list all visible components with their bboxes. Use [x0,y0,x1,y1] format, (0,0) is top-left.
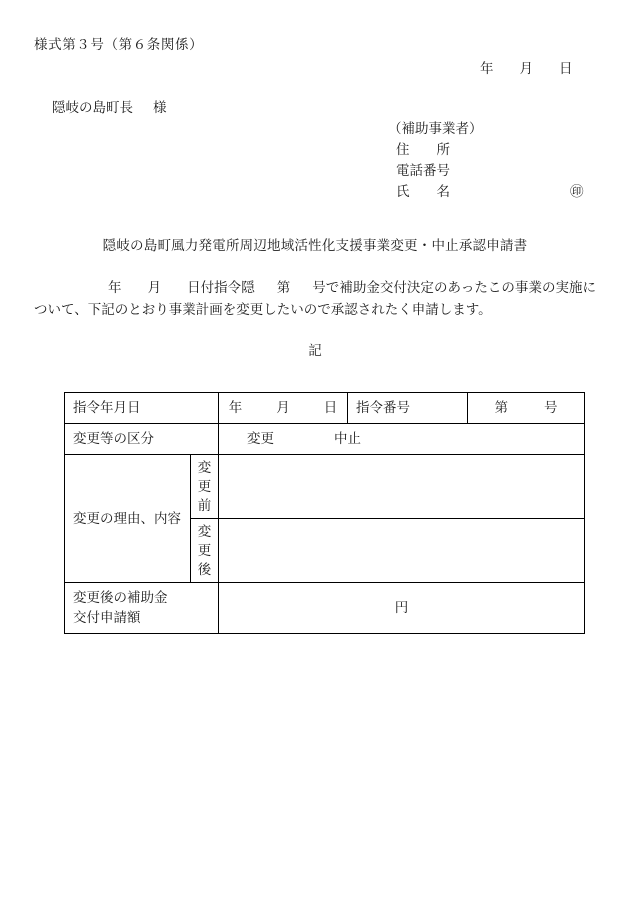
body-number-suffix: 号で補助金交付決定のあったこの事業の実施 [312,280,583,295]
applicant-phone-label: 電話番号 [396,163,450,178]
vertical-before-label [191,455,218,518]
vertical-after-char2: 更 [197,543,212,558]
vertical-before-char1: 変 [197,460,212,475]
cell-order-number-label [348,393,468,424]
before-value [219,482,584,492]
table-row-order-date [65,393,585,424]
order-number-value [468,393,584,423]
body-day-order: 日付指令隠 [187,280,255,295]
addressee [52,96,167,116]
cell-reason-label [65,455,191,583]
applicant-address-label: 住 所 [396,142,450,157]
header-date-line [480,57,573,77]
cell-category-options[interactable] [219,424,585,455]
order-number-prefix: 第 [494,400,508,415]
vertical-before-char2: 更 [197,479,212,494]
vertical-after-label [191,519,218,582]
applicant-name-label [388,181,584,202]
body-number-prefix: 第 [276,280,291,295]
header-date-year: 年 [480,61,494,76]
ki-mark: 記 [308,343,322,358]
addressee-name: 隠岐の島町長 [52,100,133,115]
body-year: 年 [108,280,122,295]
form-number: 様式第３号（第６条関係） [34,37,204,52]
category-label: 変更等の区分 [73,431,154,446]
applicant-name-label-text: 氏 名 [396,184,450,199]
cell-order-number-value[interactable] [468,393,585,424]
cell-after-value[interactable] [219,519,585,583]
vertical-after-char1: 変 [197,524,212,539]
order-date-label: 指令年月日 [73,400,141,415]
order-date-year: 年 [228,400,243,415]
cell-amount-label [65,583,219,634]
application-table [64,392,585,634]
vertical-after-char3: 後 [197,562,212,577]
amount-label-line1: 変更後の補助金 [73,590,168,605]
body-line2: について、下記のとおり事業計画を変更したいので承認されたく申請します。 [34,280,597,317]
order-date-month: 月 [276,400,290,415]
applicant-heading: （補助事業者） [388,121,483,136]
order-number-label: 指令番号 [356,400,410,415]
addressee-honorific: 様 [153,100,167,115]
category-option-stop[interactable]: 中止 [334,431,361,446]
applicant-block [388,118,584,202]
cell-order-date-label [65,393,219,424]
cell-category-label [65,424,219,455]
document-title: 隠岐の島町風力発電所周辺地域活性化支援事業変更・中止承認申請書 [102,238,528,253]
amount-unit: 円 [394,600,409,615]
amount-value [219,593,584,623]
cell-vertical-after-label [191,519,219,583]
order-date-day: 日 [323,400,338,415]
category-options [219,424,584,454]
header-date-day: 日 [559,61,573,76]
body-month: 月 [147,280,162,295]
category-option-change[interactable]: 変更 [247,431,274,446]
amount-label-line2: 交付申請額 [73,610,141,625]
cell-vertical-before-label [191,455,219,519]
reason-label: 変更の理由、内容 [73,510,181,526]
vertical-before-char3: 前 [197,498,212,513]
body-paragraph [34,277,596,321]
seal-icon: ㊞ [570,184,584,199]
after-value [219,546,584,556]
table-row-category [65,424,585,455]
cell-before-value[interactable] [219,455,585,519]
order-number-suffix: 号 [544,400,558,415]
header-date-month: 月 [519,61,533,76]
amount-label [65,583,218,633]
table-row-amount [65,583,585,634]
cell-amount-value[interactable] [219,583,585,634]
cell-order-date-value[interactable] [219,393,348,424]
order-date-value [219,393,347,423]
table-row-reason-before [65,455,585,519]
